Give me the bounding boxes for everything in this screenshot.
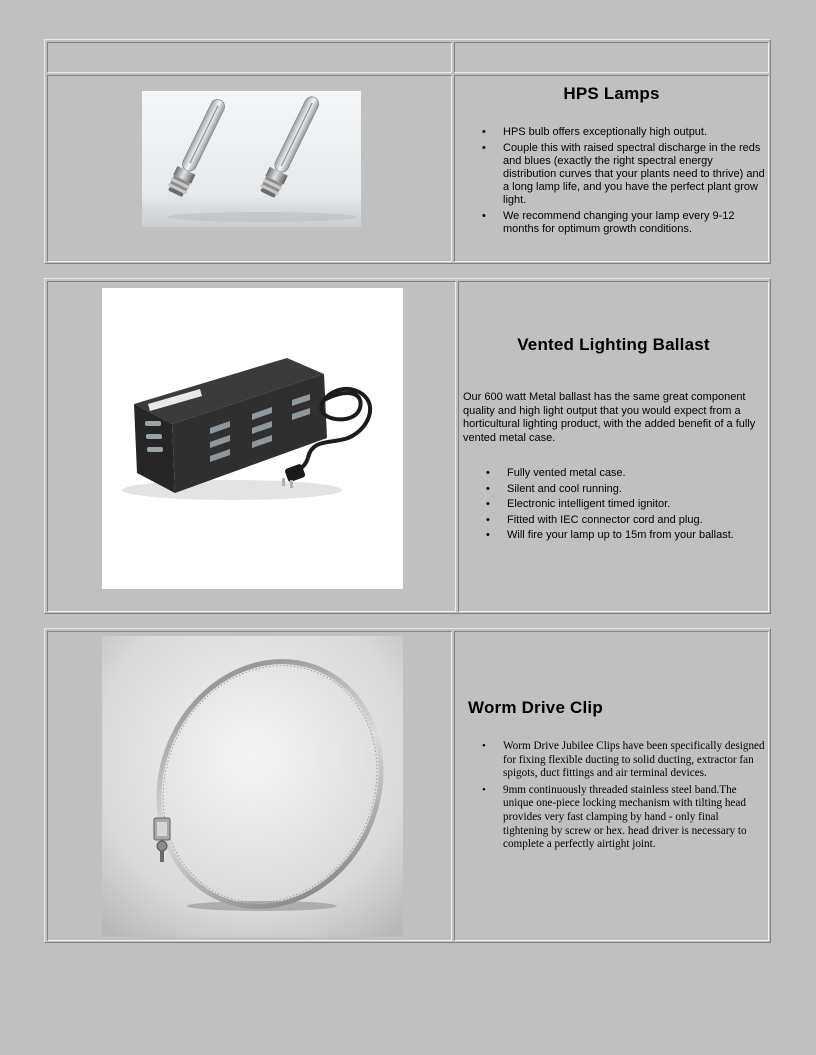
hps-title: HPS Lamps — [563, 84, 660, 103]
ballast-bullet-2: • Silent and cool running. — [459, 483, 769, 496]
hps-bullet-list — [455, 126, 765, 236]
hps-image-cell — [47, 75, 452, 262]
ballast-box-photo — [102, 288, 403, 589]
header-cell-right — [454, 42, 769, 73]
clip-bullet-2: • 9mm continuously threaded stainless steel band.The unique one-piece locking mechanism with tilting head provides very fast clamping by hand - only final tightening by screw or hex. head driver is necessary to complete a perfectly airtight joint. — [455, 784, 765, 852]
hps-text-cell — [454, 75, 769, 262]
ballast-bullet-3: • Electronic intelligent timed ignitor. — [459, 498, 769, 511]
hps-bullet-3: • We recommend changing your lamp every 9-12 months for optimum growth conditions. — [455, 210, 765, 236]
hps-bullet-2: • Couple this with raised spectral discharge in the reds and blues (exactly the right spectral energy distribution curves that your plants need to thrive) and a long lamp life, and you have the perfect plant grow light. — [455, 142, 765, 207]
worm-drive-clip-photo — [102, 636, 403, 937]
ballast-bullet-4: • Fitted with IEC connector cord and plug. — [459, 514, 769, 527]
clip-text-cell — [454, 631, 769, 941]
ballast-image-cell — [47, 281, 456, 612]
ballast-bullet-1: • Fully vented metal case. — [459, 467, 769, 480]
clip-bullet-list — [455, 740, 765, 852]
ballast-table — [44, 278, 771, 614]
hps-bullet-1: • HPS bulb offers exceptionally high output. — [455, 126, 765, 139]
clip-bullet-1: • Worm Drive Jubilee Clips have been specifically designed for fixing flexible ducting to solid ducting, extractor fan spigots, duct fittings and air terminal devices. — [455, 740, 765, 781]
ballast-bullet-5: • Will fire your lamp up to 15m from your ballast. — [459, 529, 769, 542]
clip-table — [44, 628, 771, 943]
clip-image-cell — [47, 631, 452, 941]
ballast-bullet-list — [459, 467, 769, 542]
ballast-intro: Our 600 watt Metal ballast has the same great component quality and high light output that you would expect from a horticultural lighting product, with the added benefit of a fully vented metal case. — [463, 391, 756, 444]
hps-lamp-bulbs-photo — [142, 91, 361, 227]
clip-title: Worm Drive Clip — [468, 698, 603, 717]
hps-table — [44, 39, 771, 264]
ballast-text-cell — [458, 281, 769, 612]
ballast-title: Vented Lighting Ballast — [517, 335, 710, 354]
header-cell-left — [47, 42, 452, 73]
